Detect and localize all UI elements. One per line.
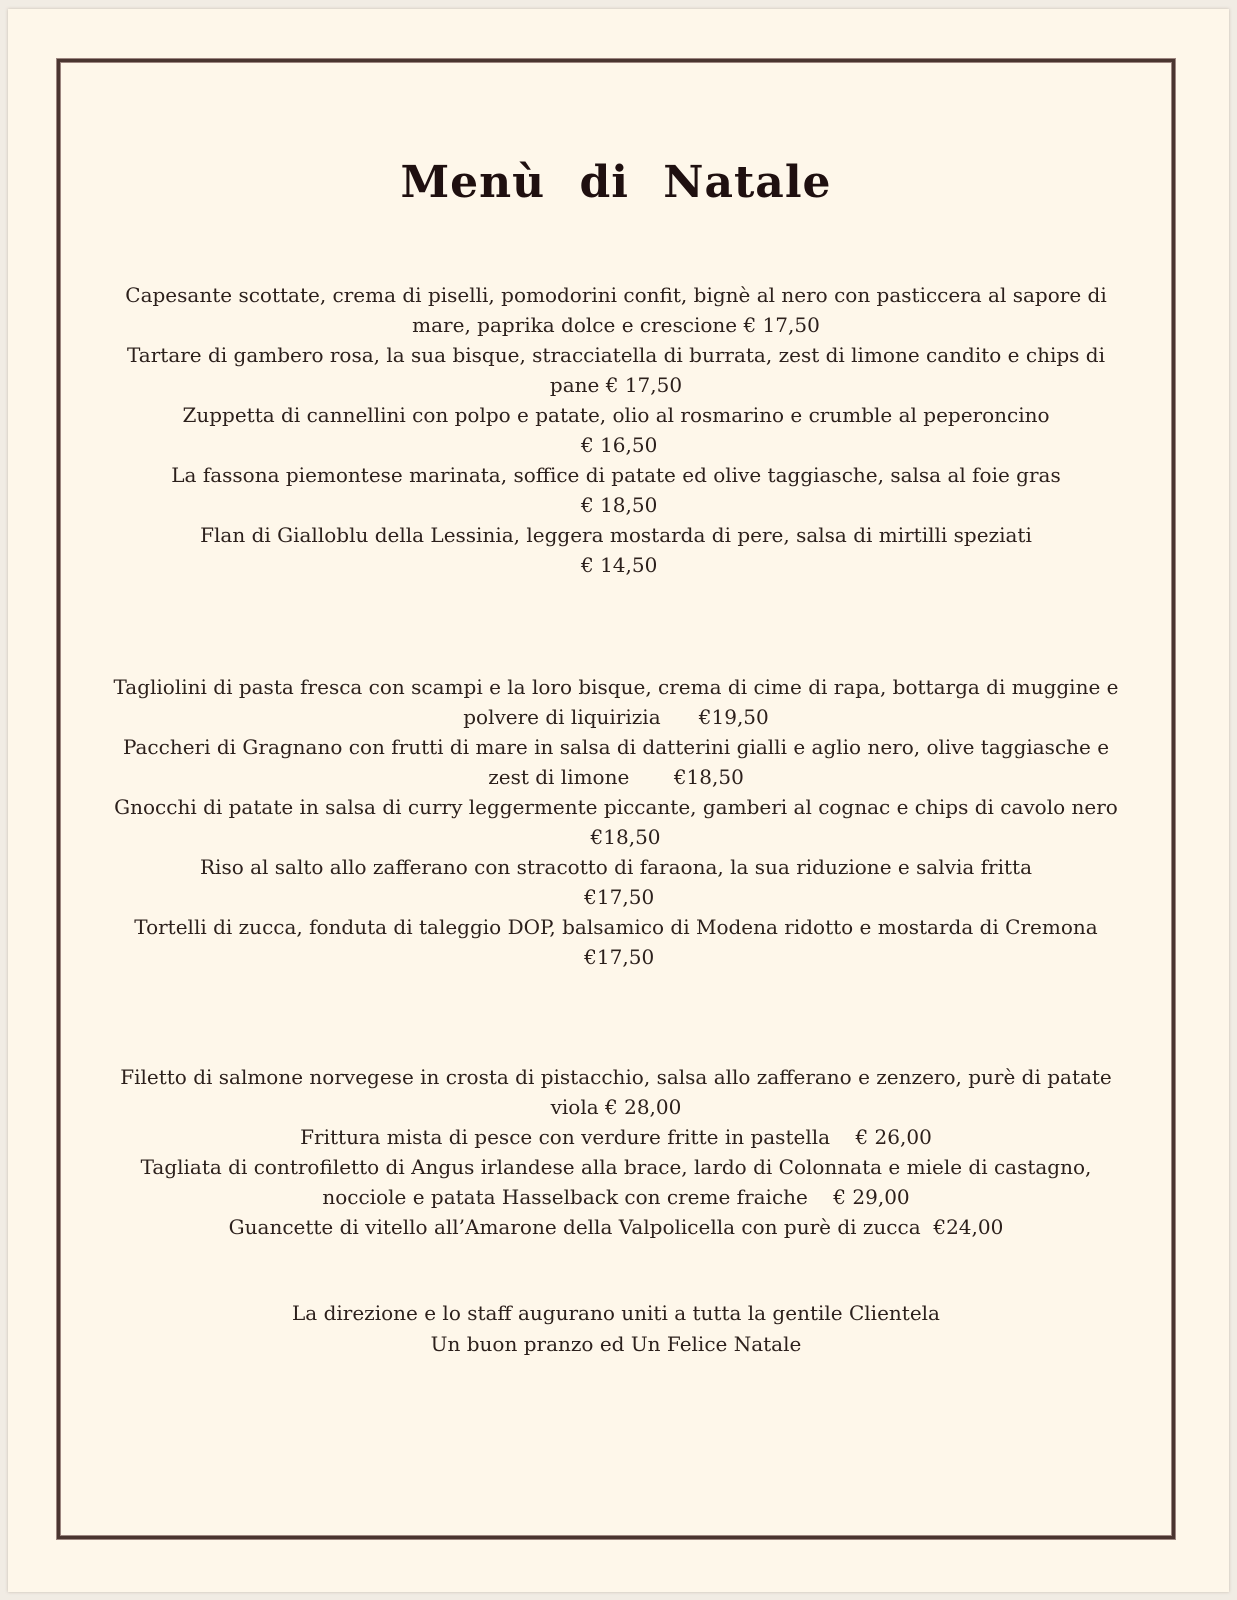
dish-price: € 16,50 bbox=[574, 433, 658, 457]
dish-description: Flan di Gialloblu della Lessinia, leggera mostarda di pere, salsa di mirtilli speziati bbox=[200, 523, 1032, 547]
primi-section bbox=[100, 672, 1132, 972]
dish-price: € 17,50 bbox=[737, 313, 820, 337]
dish-item bbox=[100, 340, 1132, 400]
dish-item bbox=[100, 1122, 1132, 1152]
dish-item bbox=[100, 1152, 1132, 1212]
dish-price: € 18,50 bbox=[574, 493, 658, 517]
dish-description: Frittura mista di pesce con verdure fritte in pastella bbox=[300, 1125, 831, 1149]
menu-page bbox=[8, 9, 1229, 1592]
dish-price: €19,50 bbox=[660, 705, 769, 729]
dish-description: Tortelli di zucca, fonduta di taleggio DOP, balsamico di Modena ridotto e mostarda di Cremona bbox=[134, 915, 1098, 939]
dish-item bbox=[100, 400, 1132, 460]
dish-price: € 17,50 bbox=[599, 373, 683, 397]
dish-item bbox=[100, 1212, 1132, 1242]
dish-description: Gnocchi di patate in salsa di curry leggermente piccante, gamberi al cognac e chips di cavolo nero bbox=[114, 795, 1118, 819]
dish-description: La fassona piemontese marinata, soffice di patate ed olive taggiasche, salsa al foie gras bbox=[171, 463, 1061, 487]
dish-price: €18,50 bbox=[629, 765, 744, 789]
antipasti-section bbox=[100, 280, 1132, 580]
menu-title: Menù di Natale bbox=[400, 157, 832, 208]
dish-item bbox=[100, 912, 1132, 972]
dish-price: € 29,00 bbox=[807, 1185, 910, 1209]
dish-item bbox=[100, 280, 1132, 340]
dish-item bbox=[100, 732, 1132, 792]
dish-description: Capesante scottate, crema di piselli, pomodorini confit, bignè al nero con pasticcera al sapore di mare, paprika dolce e crescione bbox=[125, 283, 1107, 337]
dish-item bbox=[100, 792, 1132, 852]
dish-price: €18,50 bbox=[571, 825, 661, 849]
dish-item bbox=[100, 672, 1132, 732]
dish-description: Tagliolini di pasta fresca con scampi e la loro bisque, crema di cime di rapa, bottarga di muggine e polvere di liquirizia bbox=[113, 675, 1119, 729]
dish-description: Riso al salto allo zafferano con stracotto di faraona, la sua riduzione e salvia fritta bbox=[199, 855, 1032, 879]
dish-description: Paccheri di Gragnano con frutti di mare in salsa di datterini gialli e aglio nero, olive taggiasche e zest di limone bbox=[122, 735, 1110, 789]
dish-description: Filetto di salmone norvegese in crosta di pistacchio, salsa allo zafferano e zenzero, purè di patate viola bbox=[120, 1065, 1112, 1119]
dish-description: Zuppetta di cannellini con polpo e patate, olio al rosmarino e crumble al peperoncino bbox=[182, 403, 1050, 427]
dish-price: €17,50 bbox=[577, 945, 655, 969]
page-border-frame bbox=[57, 59, 1175, 1539]
dish-price: €17,50 bbox=[577, 885, 655, 909]
dish-item bbox=[100, 520, 1132, 580]
greeting-line-1: La direzione e lo staff augurano uniti a tutta la gentile Clientela bbox=[292, 1301, 940, 1325]
secondi-section bbox=[100, 1062, 1132, 1242]
dish-item bbox=[100, 852, 1132, 912]
dish-description: Guancette di vitello all’Amarone della Valpolicella con purè di zucca bbox=[228, 1215, 921, 1239]
dish-item bbox=[100, 460, 1132, 520]
dish-price: € 26,00 bbox=[830, 1125, 932, 1149]
dish-description: Tagliata di controfiletto di Angus irlandese alla brace, lardo di Colonnata e miele di castagno, nocciole e patata Hasselback con creme fraiche bbox=[140, 1155, 1092, 1209]
dish-price: €24,00 bbox=[920, 1215, 1004, 1239]
closing-greeting bbox=[100, 1298, 1132, 1360]
dish-price: € 28,00 bbox=[598, 1095, 682, 1119]
greeting-line-2: Un buon pranzo ed Un Felice Natale bbox=[430, 1332, 802, 1356]
dish-item bbox=[100, 1062, 1132, 1122]
dish-price: € 14,50 bbox=[574, 553, 658, 577]
dish-description: Tartare di gambero rosa, la sua bisque, stracciatella di burrata, zest di limone candito e chips di pane bbox=[127, 343, 1105, 397]
